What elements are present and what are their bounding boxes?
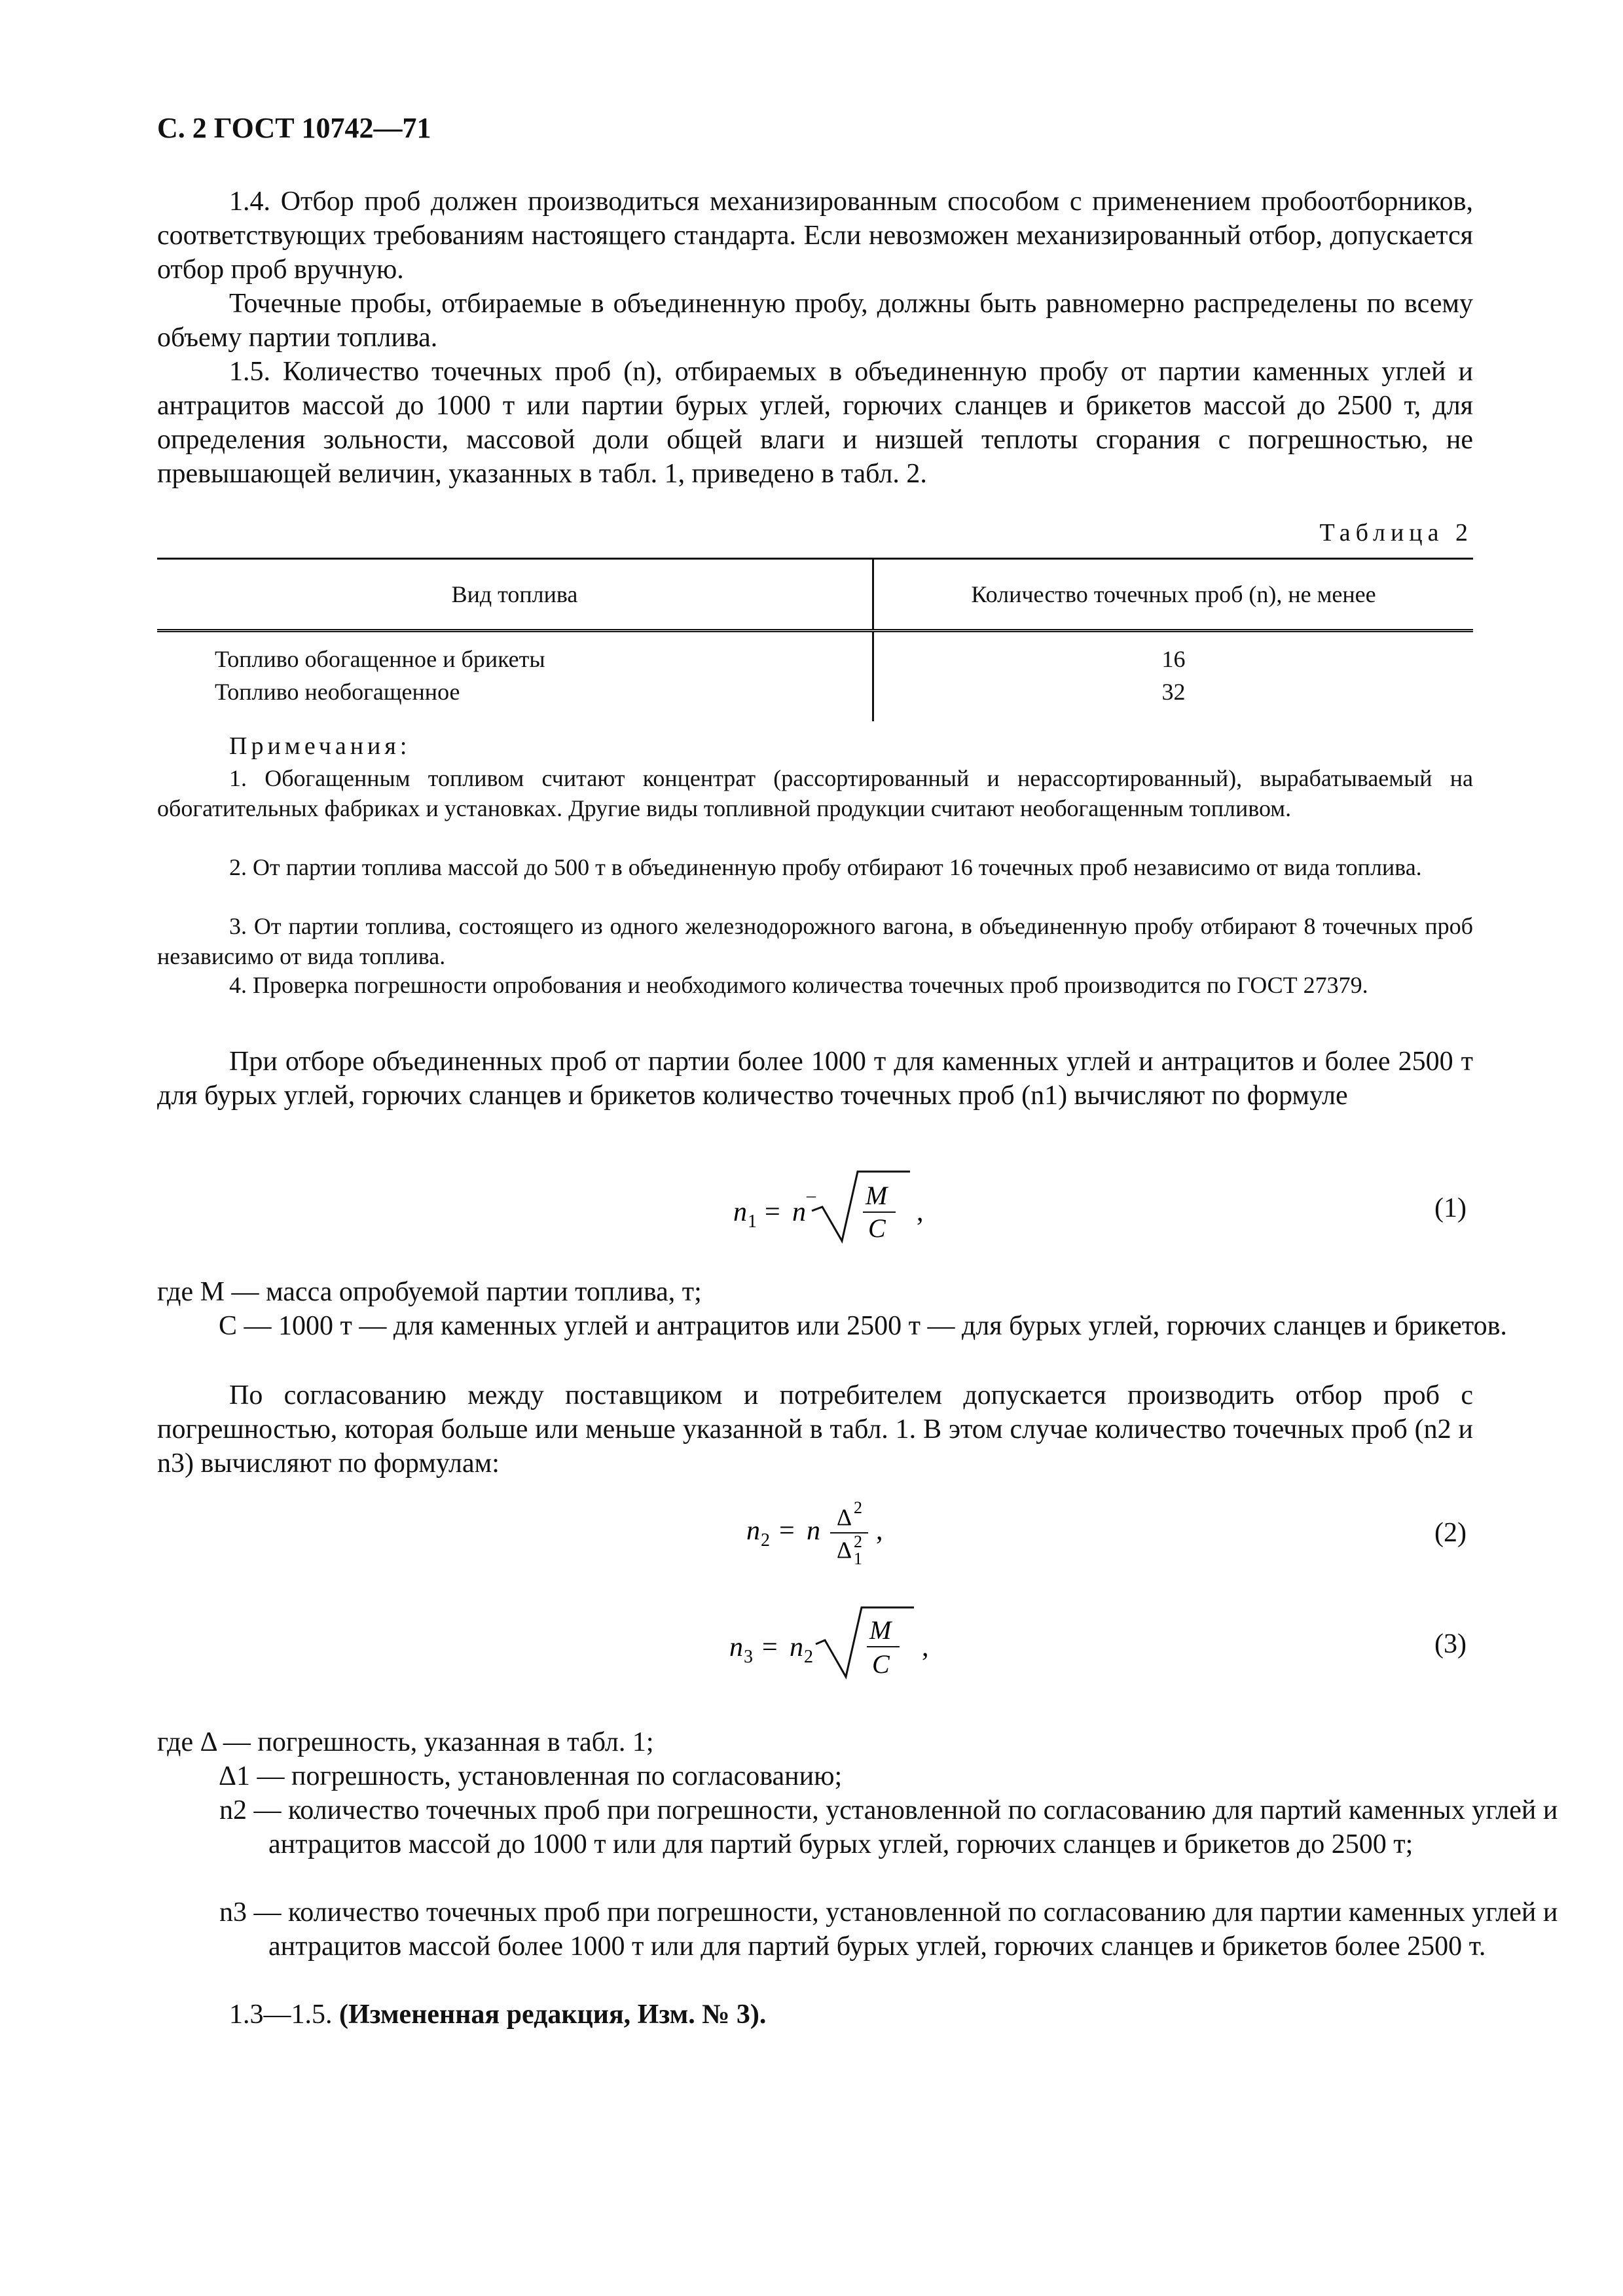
svg-text:3: 3 [744,1647,753,1667]
table-header-count: Количество точечных проб (n), не менее [873,559,1474,631]
svg-text:,: , [922,1632,929,1662]
amendment-prefix: 1.3—1.5. [229,2000,333,2030]
svg-text:n: n [790,1632,803,1662]
formula-1-number: (1) [1434,1193,1467,1223]
svg-text:2: 2 [854,1532,862,1551]
table-cell-count: 16 [1161,646,1186,672]
svg-text:,: , [876,1516,883,1546]
svg-text:Δ: Δ [837,1504,852,1530]
svg-text:n: n [807,1516,820,1546]
note-item: 1. Обогащенным топливом считают концентрат (рассортированный и нерассортированный), вырабатываемый на обогатительных фабриках и установках. Другие виды топливной продукции считают необогащенным топливом. [157,765,1473,821]
svg-text:2: 2 [761,1530,770,1551]
svg-text:C: C [868,1213,886,1243]
notes-heading: Примечания: [229,732,411,760]
amendment-bold: (Измененная редакция, Изм. № 3). [339,2000,767,2030]
table-header-row [157,559,1473,631]
where-c: C — 1000 т — для каменных углей и антрацитов или 2500 т — для бурых углей, горючих сланцев и брикетов. [219,1311,1507,1341]
svg-text:Δ: Δ [837,1537,852,1563]
svg-text:=: = [762,1632,778,1662]
svg-text:M: M [866,1181,888,1210]
where-n3: n3 — количество точечных проб при погрешности, установленной по согласованию для партии каменных углей и антрацитов массой более 1000 т или для партий бурых углей, горючих сланцев и брикетов более 2500 т. [219,1897,1558,1962]
where-delta1: Δ1 — погрешность, установленная по согласованию; [219,1761,843,1791]
svg-text:,: , [917,1197,924,1227]
note-item: 3. От партии топлива, состоящего из одного железнодорожного вагона, в объединенную пробу отбирают 8 точечных проб независимо от вида топлива. [157,913,1473,969]
paragraph-agreement: По согласованию между поставщиком и потребителем допускается производить отбор проб с погрешностью, которая больше или меньше указанной в табл. 1. В этом случае количество точечных проб (n2 и n3) вычисляют по формулам: [157,1380,1473,1479]
formula-2-graphic [733,1486,969,1584]
formula-3-graphic [720,1597,969,1695]
table-header-fuel-type: Вид топлива [157,559,873,631]
table-row [157,677,1473,721]
table-caption: Таблица 2 [1319,519,1473,547]
svg-text:n: n [792,1197,806,1227]
paragraph-point-samples: Точечные пробы, отбираемые в объединенную пробу, должны быть равномерно распределены по всему объему партии топлива. [157,289,1473,353]
formula-1-graphic [720,1158,956,1257]
svg-text:¯: ¯ [807,1195,816,1215]
svg-text:1: 1 [748,1211,757,1232]
svg-text:n: n [733,1197,747,1227]
formula-2-number: (2) [1434,1518,1467,1548]
table-cell-kind: Топливо необогащенное [157,677,873,721]
where-delta: где Δ — погрешность, указанная в табл. 1; [157,1727,654,1757]
paragraph-large-batch: При отборе объединенных проб от партии более 1000 т для каменных углей и антрацитов и более 2500 т для бурых углей, горючих сланцев и брикетов количество точечных проб (n1) вычисляют по формуле [157,1047,1473,1111]
svg-text:=: = [765,1197,780,1227]
formula-2 [157,1486,1473,1584]
svg-text:n: n [729,1632,743,1662]
formula-1 [157,1158,1473,1257]
table-2 [157,558,1473,721]
note-item: 2. От партии топлива массой до 500 т в объединенную пробу отбирают 16 точечных проб независимо от вида топлива. [229,854,1422,880]
svg-text:2: 2 [804,1647,813,1667]
svg-text:=: = [779,1516,795,1546]
table-cell-kind: Топливо обогащенное и брикеты [157,631,873,678]
paragraph-1-5: 1.5. Количество точечных проб (n), отбираемых в объединенную пробу от партии каменных углей и антрацитов массой до 1000 т или партии бурых углей, горючих сланцев и брикетов массой до 2500 т, для определения зольности, массовой доли общей влаги и низшей теплоты сгорания с погрешностью, не превышающей величин, указанных в табл. 1, приведено в табл. 2. [157,357,1473,489]
table-cell-count: 32 [1161,679,1186,705]
svg-text:M: M [869,1615,892,1645]
where-mass: где M — масса опробуемой партии топлива, т; [157,1277,702,1307]
paragraph-1-4: 1.4. Отбор проб должен производиться механизированным способом с применением пробоотборников, соответствующих требованиям настоящего стандарта. Если невозможен механизированный отбор, допускается отбор проб вручную. [157,187,1473,285]
page-header: С. 2 ГОСТ 10742—71 [157,112,431,144]
svg-text:2: 2 [854,1498,862,1517]
formula-3-number: (3) [1434,1629,1467,1659]
svg-text:C: C [872,1649,890,1679]
table-row [157,631,1473,678]
svg-text:n: n [746,1516,760,1546]
where-n2: n2 — количество точечных проб при погрешности, установленной по согласованию для партий каменных углей и антрацитов массой до 1000 т или для партий бурых углей, горючих сланцев и брикетов до 2500 т; [219,1795,1558,1859]
svg-text:1: 1 [854,1549,862,1568]
note-item: 4. Проверка погрешности опробования и необходимого количества точечных проб производится по ГОСТ 27379. [229,972,1368,998]
amendment-note [157,1998,1545,2032]
formula-3 [157,1597,1473,1695]
